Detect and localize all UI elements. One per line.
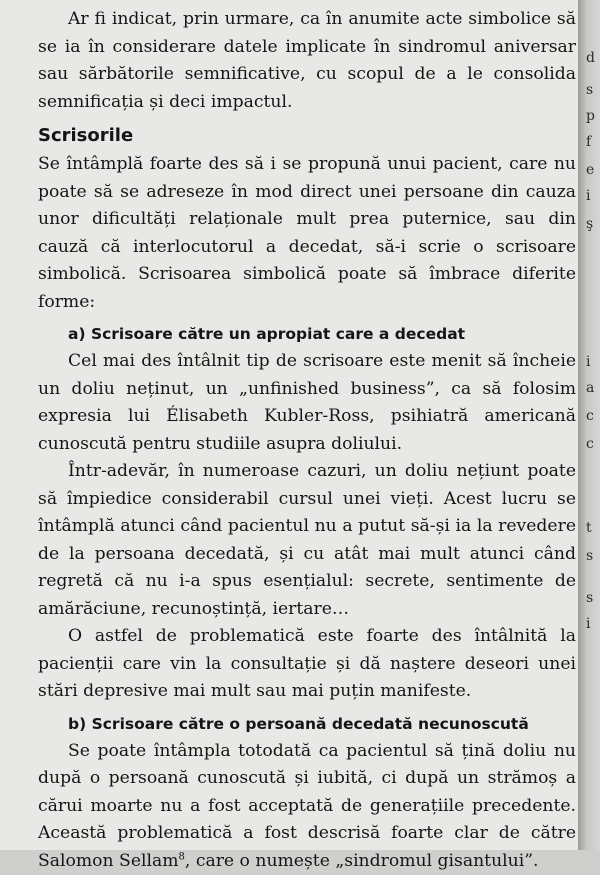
paragraph-6-text: Se poate întâmpla totodată ca pacientul să țină doliu nu după o persoană cunoscută și iubită, ci după un strămoș a cărui moarte nu a fost acceptată de generațiile precedente. Această problematică a fost descrisă foarte clar de către Salomon Sellam bbox=[38, 741, 576, 871]
margin-letter: c bbox=[586, 436, 594, 452]
subheading-a: a) Scrisoare către un apropiat care a decedat bbox=[68, 322, 576, 346]
subheading-b: b) Scrisoare către o persoană decedată necunoscută bbox=[68, 712, 576, 736]
paragraph-5: O astfel de problematică este foarte des întâlnită la pacienții care vin la consultație și dă naștere deseori unei stări depresive mai mult sau mai puțin manifeste. bbox=[38, 623, 576, 706]
paragraph-4: Într-adevăr, în numeroase cazuri, un doliu nețiunt poate să împiedice considerabil cursul unei vieți. Acest lucru se întâmplă atunci când pacientul nu a putut să-și ia la revedere de la persoana decedată, și cu atât mai mult atunci când regretă că nu i-a spus esențialul: secrete, sentimente de amărăciune, recunoștință, iertare… bbox=[38, 458, 576, 623]
margin-letter: t bbox=[586, 520, 592, 536]
margin-letter: s bbox=[586, 548, 593, 564]
margin-letter: f bbox=[586, 134, 591, 150]
paragraph-3: Cel mai des întâlnit tip de scrisoare este menit să încheie un doliu neținut, un „unfinished business”, ca să folosim expresia lui Élisabeth Kubler-Ross, psihiatră americană cunoscută pentru studiile asupra doliului. bbox=[38, 348, 576, 458]
footnote-marker: 8 bbox=[179, 851, 185, 862]
margin-letter: i bbox=[586, 354, 590, 370]
paragraph-6-tail: , care o numește „sindromul gisantului”. bbox=[185, 851, 539, 871]
margin-letter: a bbox=[586, 380, 594, 396]
margin-letter: s bbox=[586, 590, 593, 606]
paragraph-1: Ar fi indicat, prin urmare, ca în anumite acte simbolice să se ia în considerare datele implicate în sindromul aniversar sau sărbătorile semnificative, cu scopul de a le consolida semnificația și deci impactul. bbox=[38, 6, 576, 116]
margin-letter: ş bbox=[586, 216, 593, 232]
adjacent-page-edge bbox=[578, 0, 600, 850]
margin-letter: e bbox=[586, 162, 594, 178]
paragraph-2: Se întâmplă foarte des să i se propună unui pacient, care nu poate să se adreseze în mod direct unei persoane din cauza unor dificultăți relaționale mult prea puternice, sau din cauză că interlocutorul a decedat, să-i scrie o scrisoare simbolică. Scrisoarea simbolică poate să îmbrace diferite forme: bbox=[38, 151, 576, 316]
margin-letter: s bbox=[586, 82, 593, 98]
page-content bbox=[38, 6, 576, 875]
margin-letter: d bbox=[586, 50, 595, 66]
margin-letter: c bbox=[586, 408, 594, 424]
section-heading: Scrisorile bbox=[38, 124, 576, 148]
margin-letter: i bbox=[586, 188, 590, 204]
paragraph-6 bbox=[38, 738, 576, 875]
margin-letter: i bbox=[586, 616, 590, 632]
margin-letter: p bbox=[586, 108, 595, 124]
